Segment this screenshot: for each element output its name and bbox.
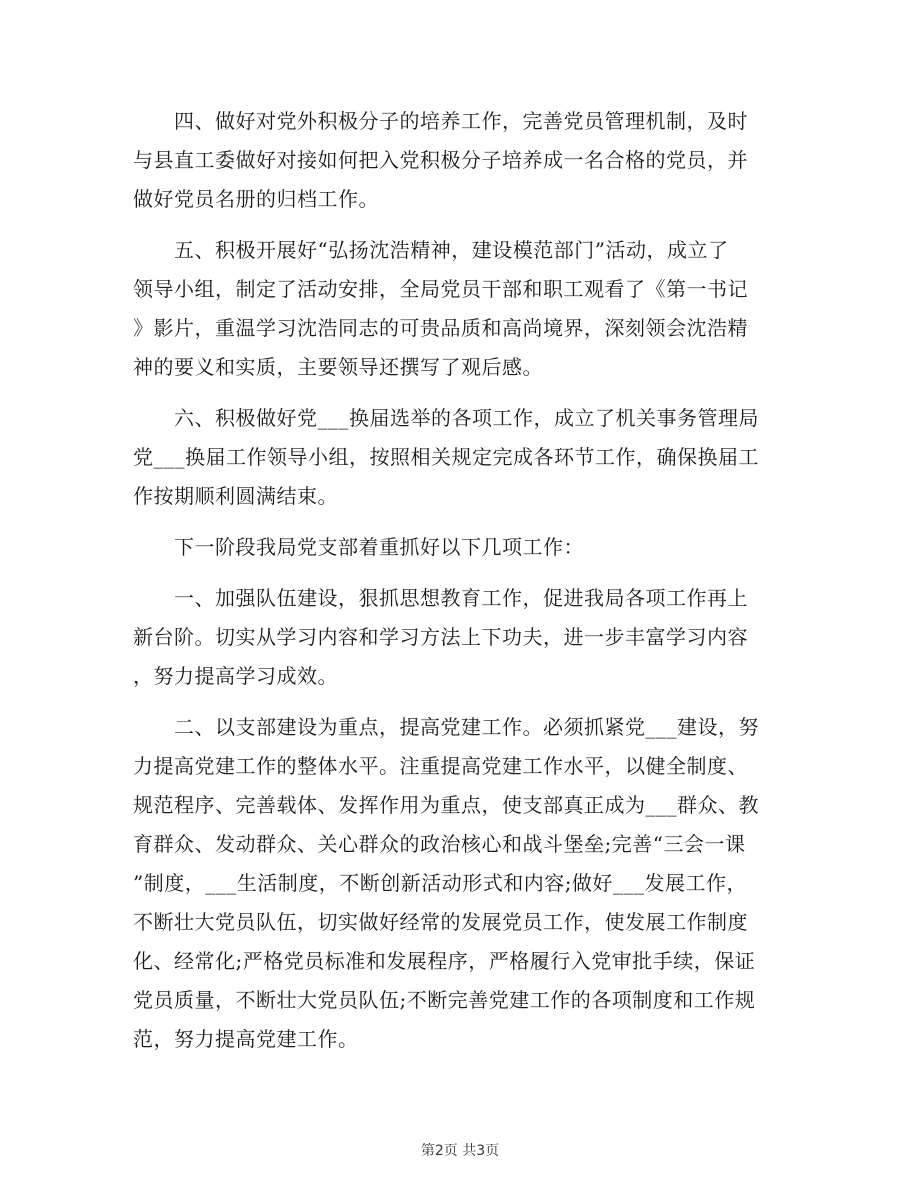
text-line: 领导小组，制定了活动安排，全局党员干部和职工观看了《第一书记 <box>133 277 748 301</box>
text-line: 新台阶。切实从学习内容和学习方法上下功夫，进一步丰富学习内容 <box>133 625 748 649</box>
text-line: 下一阶段我局党支部着重抓好以下几项工作： <box>133 535 584 559</box>
text-line: 神的要义和实质，主要领导还撰写了观后感。 <box>133 355 543 379</box>
text-line: 做好党员名册的归档工作。 <box>133 187 379 211</box>
text-line: 二、以支部建设为重点，提高党建工作。必须抓紧党___建设，努 <box>133 715 759 739</box>
page-number-footer: 第2页 共3页 <box>420 1143 500 1159</box>
text-line: 与县直工委做好对接如何把入党积极分子培养成一名合格的党员，并 <box>133 148 748 172</box>
document-body <box>133 102 773 1071</box>
text-line: ，努力提高学习成效。 <box>133 664 338 688</box>
text-line: 党员质量，不断壮大党员队伍;不断完善党建工作的各项制度和工作规 <box>133 988 756 1012</box>
text-line: 化、经常化;严格党员标准和发展程序，严格履行入党审批手续，保证 <box>133 949 756 973</box>
paragraph-task-1 <box>133 579 773 696</box>
text-line: 作按期顺利圆满结束。 <box>133 484 338 508</box>
text-line: 》影片，重温学习沈浩同志的可贵品质和高尚境界，深刻领会沈浩精 <box>133 316 748 340</box>
text-line: ”制度，___生活制度，不断创新活动形式和内容;做好___发展工作， <box>133 871 747 895</box>
text-line: 范，努力提高党建工作。 <box>133 1027 359 1051</box>
text-line: 党___换届工作领导小组，按照相关规定完成各环节工作，确保换届工 <box>133 445 759 469</box>
paragraph-next-stage <box>133 528 773 567</box>
text-line: 育群众、发动群众、关心群众的政治核心和战斗堡垒;完善“三会一课 <box>133 832 746 856</box>
text-line: 四、做好对党外积极分子的培养工作，完善党员管理机制，及时 <box>133 109 748 133</box>
paragraph-task-2 <box>133 708 773 1059</box>
paragraph-5 <box>133 231 773 387</box>
text-line: 一、加强队伍建设，狠抓思想教育工作，促进我局各项工作再上 <box>133 586 748 610</box>
text-line: 五、积极开展好“弘扬沈浩精神，建设模范部门”活动，成立了 <box>133 238 729 262</box>
text-line: 规范程序、完善载体、发挥作用为重点，使支部真正成为___群众、教 <box>133 793 759 817</box>
text-line: 力提高党建工作的整体水平。注重提高党建工作水平，以健全制度、 <box>133 754 748 778</box>
text-line: 六、积极做好党___换届选举的各项工作，成立了机关事务管理局 <box>133 406 759 430</box>
paragraph-4 <box>133 102 773 219</box>
paragraph-6 <box>133 399 773 516</box>
text-line: 不断壮大党员队伍，切实做好经常的发展党员工作，使发展工作制度 <box>133 910 748 934</box>
